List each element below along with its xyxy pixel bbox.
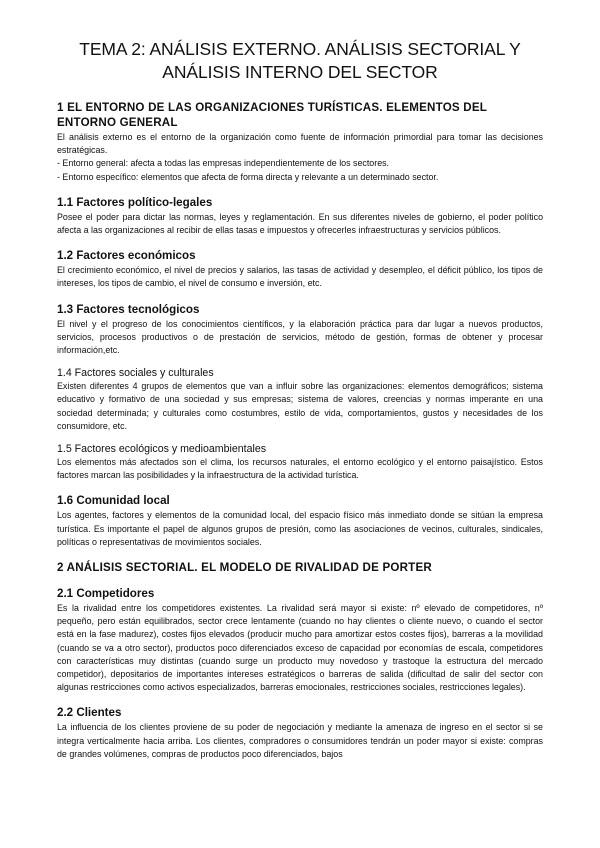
section-2-2-text: La influencia de los clientes proviene de su poder de negociación y mediante la amenaza de ingreso en el sector si se integra verticalmente hacia arriba. Los clientes, compradores o consumidores tendrán un poder mayor si existe: compras de grandes volúmenes, compras de productos poco diferenciados, bajos [57,722,543,759]
section-1-6-heading: 1.6 Comunidad local [57,494,170,508]
section-2-heading: 2 ANÁLISIS SECTORIAL. EL MODELO DE RIVALIDAD DE PORTER [57,561,432,575]
section-2-1-text: Es la rivalidad entre los competidores existentes. La rivalidad será mayor si existe: nº elevado de competidores, nº pequeño, pero están equilibrados, sector crece lentamente (cuando no hay clientes o cliente nuevo, o cuando el sector está en la fase madurez), costes fijos elevados (producir mucho para amortizar estos costes fijos), barreras a la movilidad (cuando se va a otro sector), productos poco diferenciados exceso de capacidad por economías de escala, competidores con características muy distintas (cuando surge un producto muy novedoso y trastoque la estructura del mercado competidor), depositarios de importantes intereses estratégicos o barreras de salida (dificultad de salir del sector con algunas restricciones como activos especializados, barreras emocionales, restricciones sociales, restricciones legales). [57,603,543,693]
section-1-1-heading: 1.1 Factores político-legales [57,195,213,209]
section-1-5-text: Los elementos más afectados son el clima, los recursos naturales, el entorno ecológico y el entorno paisajístico. Estos factores marcan las posibilidades y la infraestructura de la actividad turística. [57,457,543,481]
section-1-4-text: Existen diferentes 4 grupos de elementos que van a influir sobre las organizaciones: elementos demográficos; sistema educativo y formativo de una sociedad y sus empresas; sistema de valores, creencias y normas imperante en una sociedad determinada; y culturales como costumbres, estilo de vida, comportamientos, gustos y necesidades de los consumidore, etc. [57,381,543,431]
section-1-6-text: Los agentes, factores y elementos de la comunidad local, del espacio físico más inmediato donde se sitúan la empresa turística. Es importante el papel de algunos grupos de presión, como las asociaciones de vecinos, culturales, sindicales, políticas o representativas de movimientos sociales. [57,510,543,547]
section-1-3-text: El nivel y el progreso de los conocimientos científicos, y la elaboración práctica para dar lugar a nuevos productos, servicios, procesos productivos o de prestación de servicios, método de gestión, formas de obtener y procesar información,etc. [57,318,543,356]
section-1-5-heading: 1.5 Factores ecológicos y medioambientales [57,443,267,456]
section-1-4-heading: 1.4 Factores sociales y culturales [57,367,214,380]
section-1-intro: El análisis externo es el entorno de la organización como fuente de información primordial para tomar las decisiones estratégicas. [57,132,543,156]
section-1-bullet-general: - Entorno general: afecta a todas las empresas independientemente de los sectores. [57,158,390,169]
section-2-1-heading: 2.1 Competidores [57,587,155,601]
section-1-2-text: El crecimiento económico, el nivel de precios y salarios, las tasas de actividad y desempleo, el déficit público, los tipos de intereses, los tipos de cambio, el nivel de consumo e inversión, etc. [57,265,543,289]
section-1-heading: 1 EL ENTORNO DE LAS ORGANIZACIONES TURÍSTICAS. ELEMENTOS DEL ENTORNO GENERAL [57,101,487,129]
section-2-2-heading: 2.2 Clientes [57,706,122,720]
section-1-1-text: Posee el poder para dictar las normas, leyes y reglamentación. En sus diferentes niveles de gobierno, el poder político afecta a las organizaciones al recibir de ellas tasas e impuestos y ofrecerles infraestructuras y servicios públicos. [57,211,543,236]
section-1-2-heading: 1.2 Factores económicos [57,249,196,263]
document-page [57,38,543,761]
document-title: TEMA 2: ANÁLISIS EXTERNO. ANÁLISIS SECTORIAL Y ANÁLISIS INTERNO DEL SECTOR [79,39,521,82]
section-1-bullet-specific: - Entorno específico: elementos que afecta de forma directa y relevante a un determinado sector. [57,171,439,182]
section-1-3-heading: 1.3 Factores tecnológicos [57,302,200,316]
